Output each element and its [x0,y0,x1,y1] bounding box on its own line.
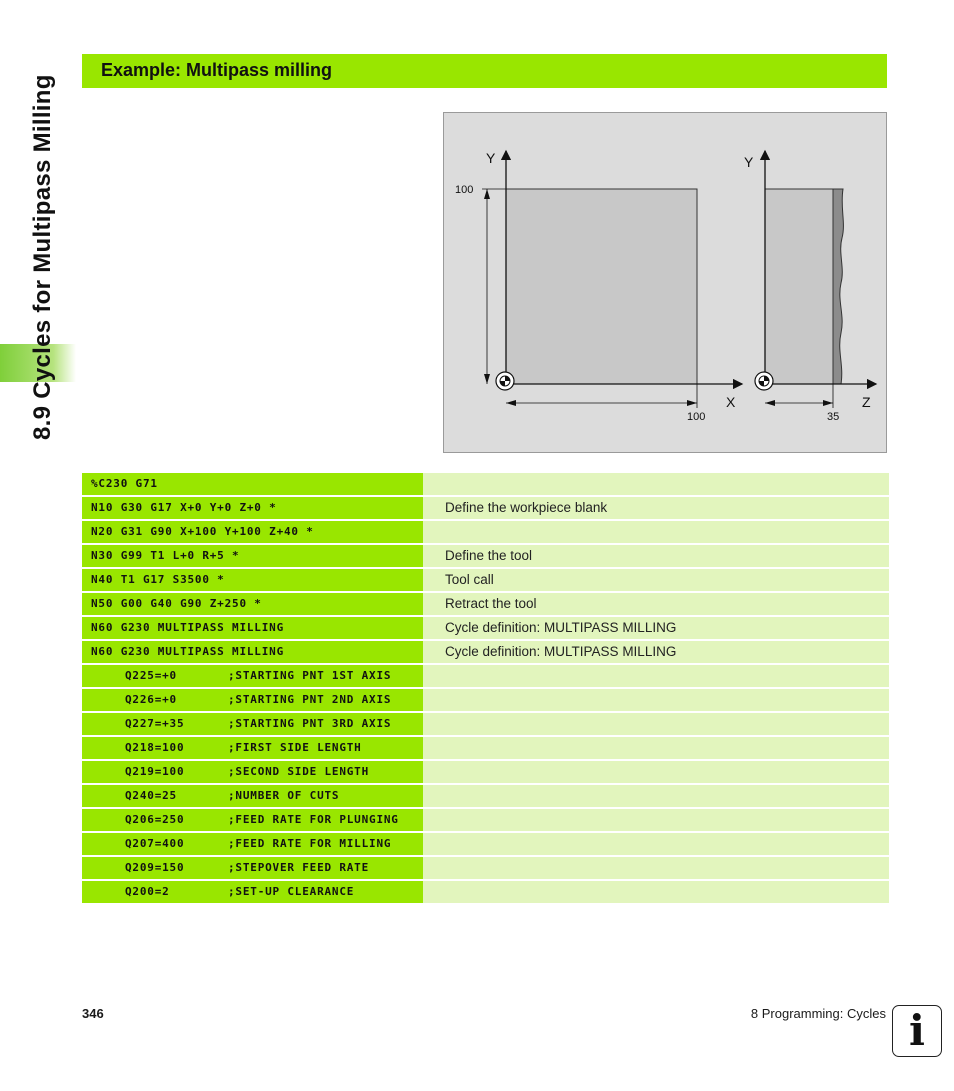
chapter-footer: 8 Programming: Cycles [750,1006,886,1021]
info-icon[interactable] [892,1005,942,1057]
param-code [82,665,423,687]
program-comment: Retract the tool [423,593,889,615]
param-label: ;FEED RATE FOR MILLING [228,837,392,850]
program-code: N30 G99 T1 L+0 R+5 * [82,545,423,567]
param-value: Q219=100 [125,765,185,778]
param-comment [423,785,889,807]
program-row [82,641,889,663]
param-label: ;STARTING PNT 2ND AXIS [228,693,392,706]
param-value: Q240=25 [125,789,177,802]
param-label: ;SET-UP CLEARANCE [228,885,355,898]
program-row [82,473,889,495]
param-label: ;STARTING PNT 3RD AXIS [228,717,392,730]
program-comment: Tool call [423,569,889,591]
param-row [82,881,889,903]
param-value: Q207=400 [125,837,185,850]
program-row [82,593,889,615]
param-value: Q218=100 [125,741,185,754]
param-comment [423,665,889,687]
param-code [82,857,423,879]
param-code [82,737,423,759]
param-comment [423,689,889,711]
param-row [82,809,889,831]
blank-xy-view [506,189,697,384]
param-row [82,689,889,711]
param-row [82,713,889,735]
param-label: ;FEED RATE FOR PLUNGING [228,813,399,826]
param-value: Q225=+0 [125,669,177,682]
program-row [82,521,889,543]
broken-edge [833,189,843,384]
param-comment [423,833,889,855]
param-label: ;FIRST SIDE LENGTH [228,741,362,754]
section-header [82,54,887,88]
z-dimension-label: 35 [827,411,840,423]
program-row [82,617,889,639]
param-row [82,761,889,783]
section-title: Example: Multipass milling [101,60,333,80]
program-comment: Define the workpiece blank [423,497,889,519]
z-axis-label: Z [862,394,871,410]
side-chapter-title: 8.9 Cycles for Multipass Milling [29,74,56,440]
param-row [82,857,889,879]
param-label: ;STARTING PNT 1ST AXIS [228,669,392,682]
workpiece-figure [443,112,887,453]
program-code: N20 G31 G90 X+100 Y+100 Z+40 * [82,521,423,543]
param-code [82,761,423,783]
program-code: N40 T1 G17 S3500 * [82,569,423,591]
page-number: 346 [82,1006,104,1021]
param-value: Q200=2 [125,885,170,898]
program-comment: Define the tool [423,545,889,567]
param-comment [423,713,889,735]
y-axis-label-left: Y [486,150,496,166]
origin-icon-left [496,372,514,390]
program-code: N50 G00 G40 G90 Z+250 * [82,593,423,615]
param-code [82,833,423,855]
param-comment [423,857,889,879]
param-comment [423,881,889,903]
param-row [82,785,889,807]
param-comment [423,809,889,831]
info-glyph: i [909,1006,925,1055]
origin-icon-right [755,372,773,390]
param-comment [423,761,889,783]
param-code [82,809,423,831]
program-comment: Cycle definition: MULTIPASS MILLING [423,617,889,639]
workpiece-drawing [444,113,888,454]
program-comment [423,473,889,495]
program-row [82,569,889,591]
param-value: Q226=+0 [125,693,177,706]
program-row [82,545,889,567]
x-axis-label: X [726,394,736,410]
nc-program-listing [82,473,889,905]
program-code: N60 G230 MULTIPASS MILLING [82,617,423,639]
program-code: %C230 G71 [82,473,423,495]
param-code [82,689,423,711]
program-code: N10 G30 G17 X+0 Y+0 Z+0 * [82,497,423,519]
param-value: Q206=250 [125,813,185,826]
x-dimension-label: 100 [687,411,706,423]
program-comment [423,521,889,543]
program-comment: Cycle definition: MULTIPASS MILLING [423,641,889,663]
param-code [82,785,423,807]
y-axis-label-right: Y [744,154,754,170]
param-label: ;NUMBER OF CUTS [228,789,340,802]
y-dimension-label: 100 [455,184,474,196]
param-code [82,713,423,735]
param-code [82,881,423,903]
blank-yz-view [765,189,835,384]
param-value: Q209=150 [125,861,185,874]
param-row [82,833,889,855]
program-row [82,497,889,519]
param-label: ;SECOND SIDE LENGTH [228,765,370,778]
param-comment [423,737,889,759]
param-row [82,665,889,687]
param-value: Q227=+35 [125,717,185,730]
param-label: ;STEPOVER FEED RATE [228,861,370,874]
program-code: N60 G230 MULTIPASS MILLING [82,641,423,663]
param-row [82,737,889,759]
